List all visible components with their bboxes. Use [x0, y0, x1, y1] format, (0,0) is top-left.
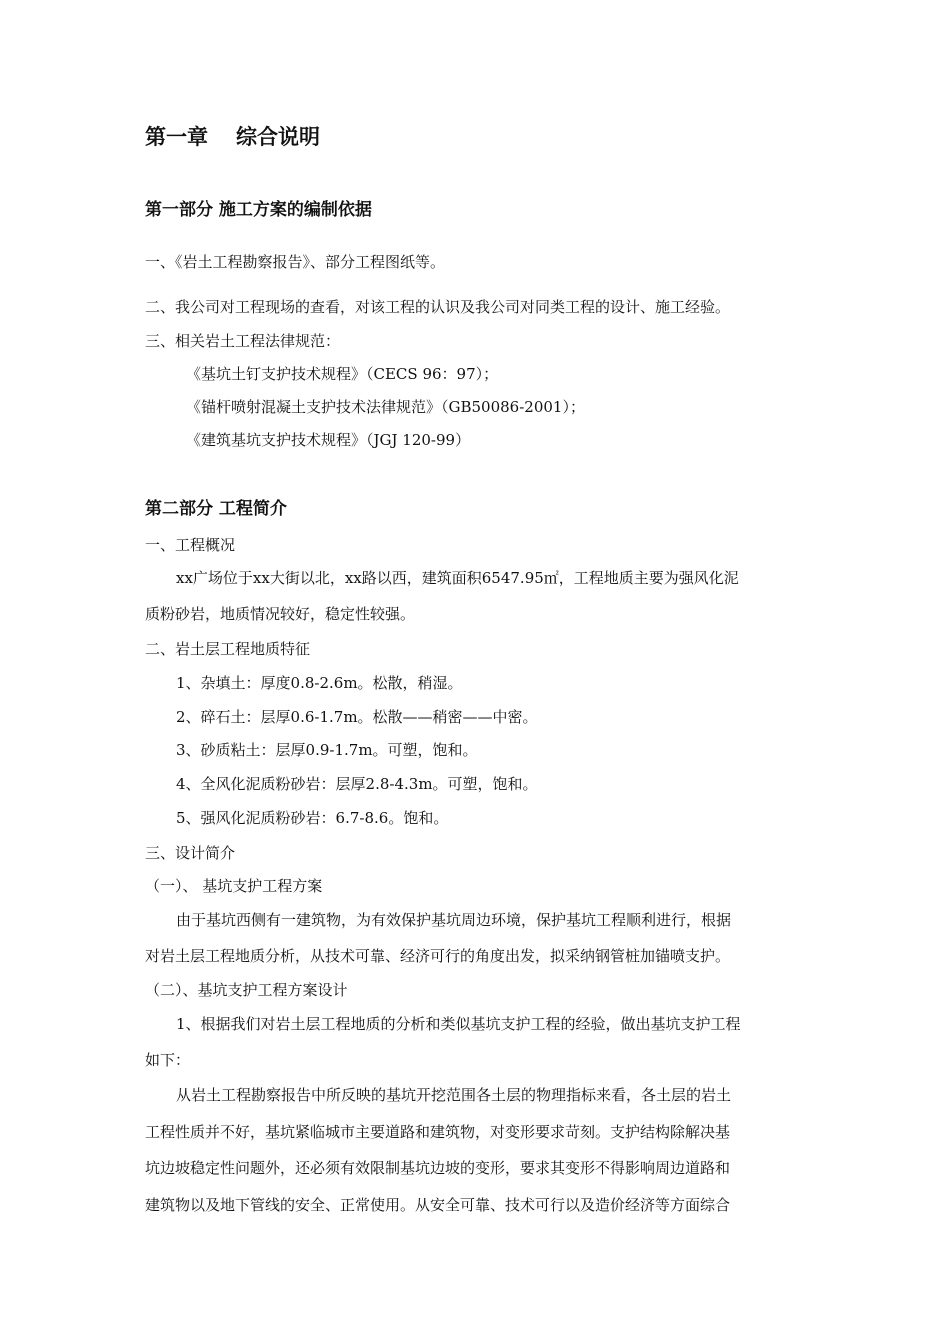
scheme-heading: （一）、 基坑支护工程方案	[145, 877, 323, 895]
scheme-design-line: 1、根据我们对岩土层工程地质的分析和类似基坑支护工程的经验，做出基坑支护工程	[176, 1015, 741, 1033]
scheme-design-heading: （二）、基坑支护工程方案设计	[145, 981, 348, 999]
chapter-title: 综合说明	[236, 124, 320, 149]
analysis-line: 从岩土工程勘察报告中所反映的基坑开挖范围各土层的物理指标来看，各土层的岩土	[176, 1086, 732, 1104]
overview-line: 质粉砂岩，地质情况较好，稳定性较强。	[145, 605, 416, 623]
part1-item-1: 一、《岩土工程勘察报告》、部分工程图纸等。	[145, 253, 446, 271]
geology-heading: 二、岩土层工程地质特征	[145, 640, 311, 658]
scheme-line: 由于基坑西侧有一建筑物，为有效保护基坑周边环境，保护基坑工程顺利进行，根据	[176, 911, 732, 929]
scheme-line: 对岩土层工程地质分析，从技术可靠、经济可行的角度出发，拟采纳钢管桩加锚喷支护。	[145, 947, 731, 965]
layer-item: 4、全风化泥质粉砂岩：层厚2.8-4.3m。可塑，饱和。	[176, 775, 538, 793]
layer-item: 5、强风化泥质粉砂岩：6.7-8.6。饱和。	[176, 809, 449, 827]
overview-heading: 一、工程概况	[145, 536, 236, 554]
norm-item: 《锚杆喷射混凝土支护技术法律规范》（GB50086-2001）；	[186, 398, 585, 416]
norm-item: 《建筑基坑支护技术规程》（JGJ 120-99）	[186, 431, 471, 449]
chapter-heading	[145, 123, 320, 151]
overview-line: xx广场位于xx大街以北，xx路以西，建筑面积6547.95㎡，工程地质主要为强风化泥	[176, 569, 739, 587]
part2-heading: 第二部分 工程简介	[145, 499, 287, 519]
layer-item: 1、杂填土：厚度0.8-2.6m。松散，稍湿。	[176, 674, 463, 692]
analysis-line: 坑边坡稳定性问题外，还必须有效限制基坑边坡的变形，要求其变形不得影响周边道路和	[145, 1159, 731, 1177]
part1-item-3: 三、相关岩土工程法律规范：	[145, 332, 341, 350]
analysis-line: 建筑物以及地下管线的安全、正常使用。从安全可靠、技术可行以及造价经济等方面综合	[145, 1196, 731, 1214]
part1-heading: 第一部分 施工方案的编制依据	[145, 200, 372, 220]
chapter-number: 第一章	[145, 124, 208, 149]
layer-item: 2、碎石土：层厚0.6-1.7m。松散——稍密——中密。	[176, 708, 538, 726]
part1-item-2: 二、我公司对工程现场的查看，对该工程的认识及我公司对同类工程的设计、施工经验。	[145, 298, 731, 316]
norm-item: 《基坑土钉支护技术规程》（CECS 96：97）；	[186, 365, 499, 383]
scheme-design-line: 如下：	[145, 1051, 191, 1069]
analysis-line: 工程性质并不好，基坑紧临城市主要道路和建筑物，对变形要求苛刻。支护结构除解决基	[145, 1123, 731, 1141]
layer-item: 3、砂质粘土：层厚0.9-1.7m。可塑，饱和。	[176, 741, 478, 759]
design-heading: 三、设计简介	[145, 844, 236, 862]
